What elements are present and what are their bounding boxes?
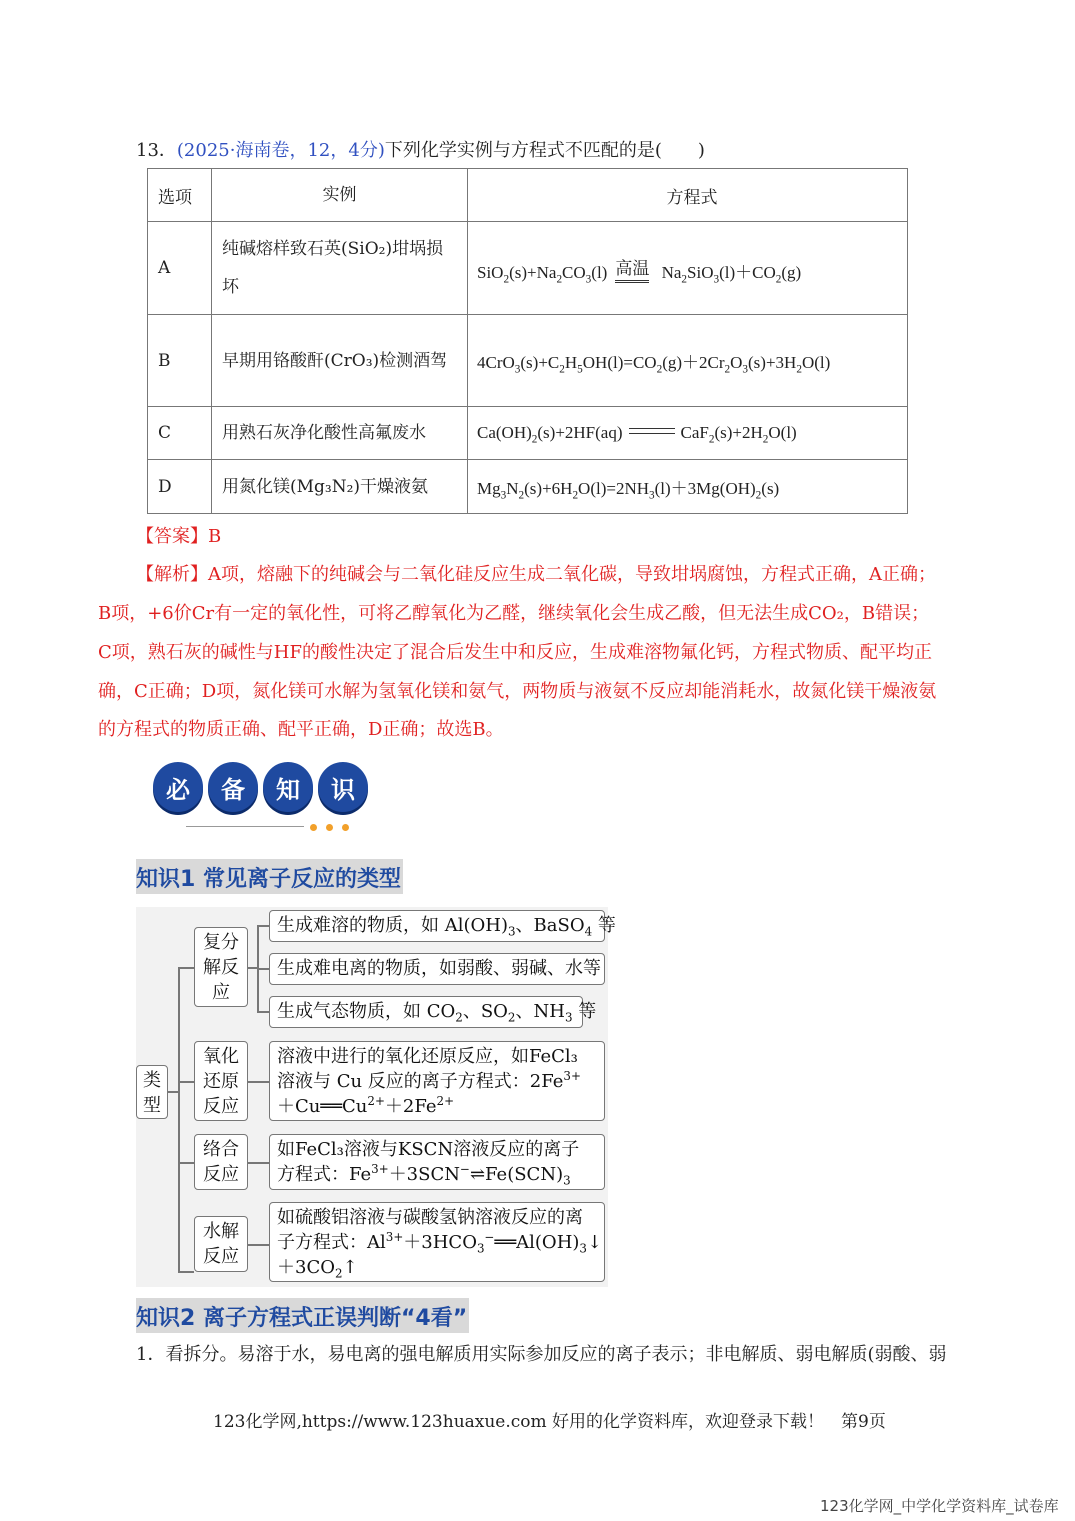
ion-reaction-diagram: [136, 907, 616, 1287]
table-row: [148, 407, 908, 460]
analysis-label: 【解析】: [136, 564, 208, 585]
connector: [178, 1162, 194, 1164]
row-option: B: [148, 315, 212, 407]
badge-char-1: 必: [153, 762, 203, 812]
row-equation: $4CrO_3(s)+C_2H_5OH(l)=CO_2(g)+2Cr_2O_3(s)+3H_2O(l)$: [468, 315, 908, 407]
category-fenjie: 复分解反应: [194, 927, 248, 1007]
connector: [168, 1091, 178, 1093]
table-header-row: [148, 169, 908, 222]
leaf-redox: 溶液中进行的氧化还原反应，如FeCl₃ 溶液与 Cu 反应的离子方程式：$2Fe^{3+}$ $+Cu══Cu^{2+}+2Fe^{2+}$: [269, 1041, 605, 1121]
connector: [257, 925, 269, 927]
section-2-title: 知识2 离子方程式正误判断“4看”: [136, 1298, 469, 1333]
row-example: 用氮化镁(Mg₃N₂)干燥液氨: [212, 460, 468, 514]
connector: [178, 967, 180, 1271]
row-option: C: [148, 407, 212, 460]
leaf-gas: 生成气态物质，如 $CO_2$、$SO_2$、$NH_3$ 等: [269, 996, 583, 1028]
connector: [257, 1011, 269, 1013]
table-row: [148, 315, 908, 407]
high-temp-condition: 高温: [615, 254, 649, 279]
badge-dot-icon: [310, 824, 317, 831]
badge-char-3: 知: [263, 762, 313, 812]
page-footer: 123化学网,https://www.123huaxue.com 好用的化学资料库，欢迎登录下载！ 第9页: [213, 1412, 886, 1432]
category-yanghua: 氧化还原反应: [194, 1041, 248, 1121]
question-table: [147, 168, 908, 514]
watermark-text: 123化学网_中学化学资料库_试卷库: [820, 1497, 1059, 1515]
header-option: 选项: [148, 169, 212, 222]
row-equation: $Ca(OH)_2(s)+2HF(aq)$ $CaF_2(s)+2H_2O(l)$: [468, 407, 908, 460]
badge-char-4: 识: [318, 762, 368, 812]
analysis-line-5: 的方程式的物质正确、配平正确，D正确；故选B。: [98, 719, 504, 740]
answer: 【答案】B: [136, 526, 222, 547]
badge-dot-icon: [342, 824, 349, 831]
reversible-arrow-icon: [629, 426, 675, 436]
leaf-hydrolysis: 如硫酸铝溶液与碳酸氢钠溶液反应的离 子方程式：$Al^{3+}+3HCO_3^-══Al(OH)_3↓$ $+3CO_2↑$: [269, 1202, 605, 1282]
connector: [178, 1081, 194, 1083]
row-example: 纯碱熔样致石英(SiO₂)坩埚损坏: [212, 222, 468, 315]
badge-char-2: 备: [208, 762, 258, 812]
badge-dot-icon: [326, 824, 333, 831]
table-row: [148, 222, 908, 315]
connector: [178, 1271, 194, 1273]
section-1-title: 知识1 常见离子反应的类型: [136, 859, 403, 894]
row-option: D: [148, 460, 212, 514]
header-example: 实例: [212, 169, 468, 222]
category-shuijie: 水解反应: [194, 1216, 248, 1272]
connector: [248, 967, 257, 969]
question-stem: 下列化学实例与方程式不匹配的是( ): [384, 140, 705, 161]
connector: [178, 967, 194, 969]
connector: [248, 1162, 269, 1164]
row-equation: $SiO_2(s)+Na_2CO_3(l)$ 高温 $Na_2SiO_3(l)+CO_2(g)$: [468, 222, 908, 315]
row-example: 用熟石灰净化酸性高氟废水: [212, 407, 468, 460]
leaf-weak-electrolyte: 生成难电离的物质，如弱酸、弱碱、水等: [269, 953, 605, 985]
analysis-line-3: C项，熟石灰的碱性与HF的酸性决定了混合后发生中和反应，生成难溶物氟化钙，方程式物质、配平均正: [98, 642, 932, 663]
question-source: (2025·海南卷，12，4分): [176, 140, 385, 161]
row-example: 早期用铬酸酐(CrO₃)检测酒驾: [212, 315, 468, 407]
badge-underline: [186, 826, 304, 827]
leaf-insoluble: 生成难溶的物质，如 $Al(OH)_3$、BaSO$_4$ 等: [269, 910, 605, 942]
row-option: A: [148, 222, 212, 315]
leaf-complex: 如FeCl₃溶液与KSCN溶液反应的离子 方程式：$Fe^{3+}+3SCN^-\rightleftharpoons Fe(SCN)_3$: [269, 1134, 605, 1190]
header-equation: 方程式: [468, 169, 908, 222]
item-1-text: 1．看拆分。易溶于水，易电离的强电解质用实际参加反应的离子表示；非电解质、弱电解质(弱酸、弱: [136, 1344, 947, 1365]
analysis-line-2: B项，+6价Cr有一定的氧化性，可将乙醇氧化为乙醛，继续氧化会生成乙酸，但无法生成CO₂，B错误；: [98, 603, 930, 624]
connector: [248, 1244, 269, 1246]
category-luohe: 络合反应: [194, 1134, 248, 1190]
connector: [248, 1081, 269, 1083]
question-number: 13．: [136, 140, 177, 161]
question-line: [136, 136, 705, 162]
table-row: [148, 460, 908, 514]
row-equation: $Mg_3N_2(s)+6H_2O(l)=2NH_3(l)+3Mg(OH)_2(s)$: [468, 460, 908, 514]
diagram-root: 类型: [136, 1065, 168, 1119]
analysis-line-4: 确，C正确；D项，氮化镁可水解为氢氧化镁和氨气，两物质与液氨不反应却能消耗水，故氮化镁干燥液氨: [98, 681, 937, 702]
connector: [257, 968, 269, 970]
analysis-line-1: 【解析】A项，熔融下的纯碱会与二氧化硅反应生成二氧化碳，导致坩埚腐蚀，方程式正确，A正确；: [136, 564, 936, 585]
